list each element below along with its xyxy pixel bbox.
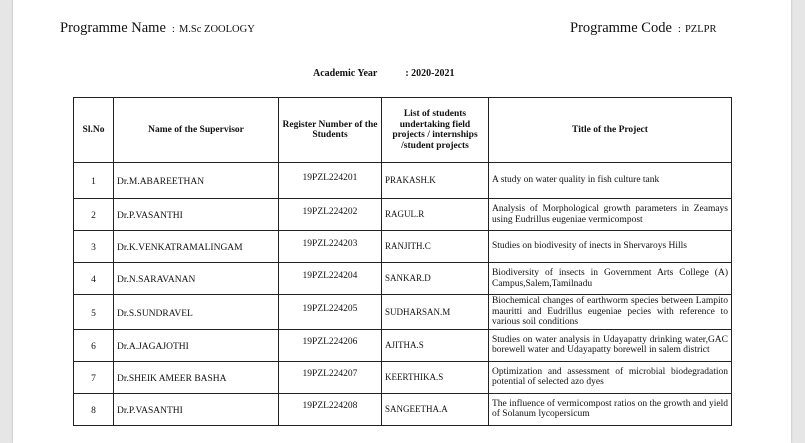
academic-year-label: Academic Year [313, 68, 378, 79]
table-row [74, 199, 732, 231]
cell-student: SANGEETHA.A [382, 393, 489, 425]
cell-title: Studies on water analysis in Udayapatty drinking water,GAC borewell water and Udayapatty borewell in salem district [489, 329, 732, 361]
cell-register-number: 19PZL224208 [279, 393, 382, 425]
cell-student: RAGUL.R [382, 199, 489, 231]
cell-slno: 6 [74, 329, 114, 361]
table-header-row [74, 98, 732, 163]
col-header-register-number: Register Number of the Students [279, 98, 382, 163]
cell-slno: 5 [74, 295, 114, 330]
table-row [74, 231, 732, 263]
programme-code-colon: : [677, 23, 681, 35]
table-row [74, 393, 732, 425]
col-header-supervisor: Name of the Supervisor [114, 98, 279, 163]
cell-slno: 3 [74, 231, 114, 263]
cell-slno: 1 [74, 163, 114, 199]
cell-register-number: 19PZL224204 [279, 263, 382, 295]
cell-title: Analysis of Morphological growth parameters in Zeamays using Eudrillus eugeniae vermicompost [489, 199, 732, 231]
cell-supervisor: Dr.M.ABAREETHAN [114, 163, 279, 199]
cell-register-number: 19PZL224201 [279, 163, 382, 199]
cell-supervisor: Dr.P.VASANTHI [114, 393, 279, 425]
programme-name [60, 20, 255, 37]
programme-name-label: Programme Name [60, 20, 166, 36]
cell-supervisor: Dr.SHEIK AMEER BASHA [114, 361, 279, 393]
programme-code [570, 20, 716, 37]
table-row [74, 263, 732, 295]
cell-supervisor: Dr.S.SUNDRAVEL [114, 295, 279, 330]
cell-student: PRAKASH.K [382, 163, 489, 199]
projects-table [73, 97, 732, 426]
cell-register-number: 19PZL224206 [279, 329, 382, 361]
cell-title: Studies on biodivesity of inects in Shervaroys Hills [489, 231, 732, 263]
col-header-students: List of students undertaking field projects / internships /student projects [382, 98, 489, 163]
cell-supervisor: Dr.A.JAGAJOTHI [114, 329, 279, 361]
col-header-title: Title of the Project [489, 98, 732, 163]
academic-year-value: : 2020-2021 [405, 68, 455, 79]
cell-supervisor: Dr.P.VASANTHI [114, 199, 279, 231]
cell-slno: 4 [74, 263, 114, 295]
programme-name-value: M.Sc ZOOLOGY [178, 24, 255, 35]
cell-title: The influence of vermicompost ratios on the growth and yield of Solanum lycopersicum [489, 393, 732, 425]
cell-slno: 2 [74, 199, 114, 231]
cell-register-number: 19PZL224207 [279, 361, 382, 393]
cell-student: RANJITH.C [382, 231, 489, 263]
cell-supervisor: Dr.N.SARAVANAN [114, 263, 279, 295]
cell-student: SANKAR.D [382, 263, 489, 295]
cell-student: AJITHA.S [382, 329, 489, 361]
cell-supervisor: Dr.K.VENKATRAMALINGAM [114, 231, 279, 263]
cell-title: Biodiversity of insects in Government Arts College (A) Campus,Salem,Tamilnadu [489, 263, 732, 295]
document-page [13, 0, 791, 443]
table-row [74, 361, 732, 393]
programme-name-colon: : [171, 23, 175, 35]
cell-title: A study on water quality in fish culture tank [489, 163, 732, 199]
cell-slno: 8 [74, 393, 114, 425]
table-row [74, 329, 732, 361]
table-row [74, 163, 732, 199]
table-row [74, 295, 732, 330]
cell-register-number: 19PZL224205 [279, 295, 382, 330]
col-header-slno: Sl.No [74, 98, 114, 163]
cell-student: KEERTHIKA.S [382, 361, 489, 393]
cell-student: SUDHARSAN.M [382, 295, 489, 330]
programme-code-value: PZLPR [684, 24, 717, 35]
academic-year [313, 68, 455, 79]
cell-slno: 7 [74, 361, 114, 393]
programme-code-label: Programme Code [570, 20, 672, 36]
cell-title: Biochemical changes of earthworm species between Lampito mauritti and Eudrillus eugeniae pecies with reference to various soil conditions [489, 295, 732, 330]
cell-title: Optimization and assessment of microbial biodegradation potential of selected azo dyes [489, 361, 732, 393]
cell-register-number: 19PZL224203 [279, 231, 382, 263]
cell-register-number: 19PZL224202 [279, 199, 382, 231]
